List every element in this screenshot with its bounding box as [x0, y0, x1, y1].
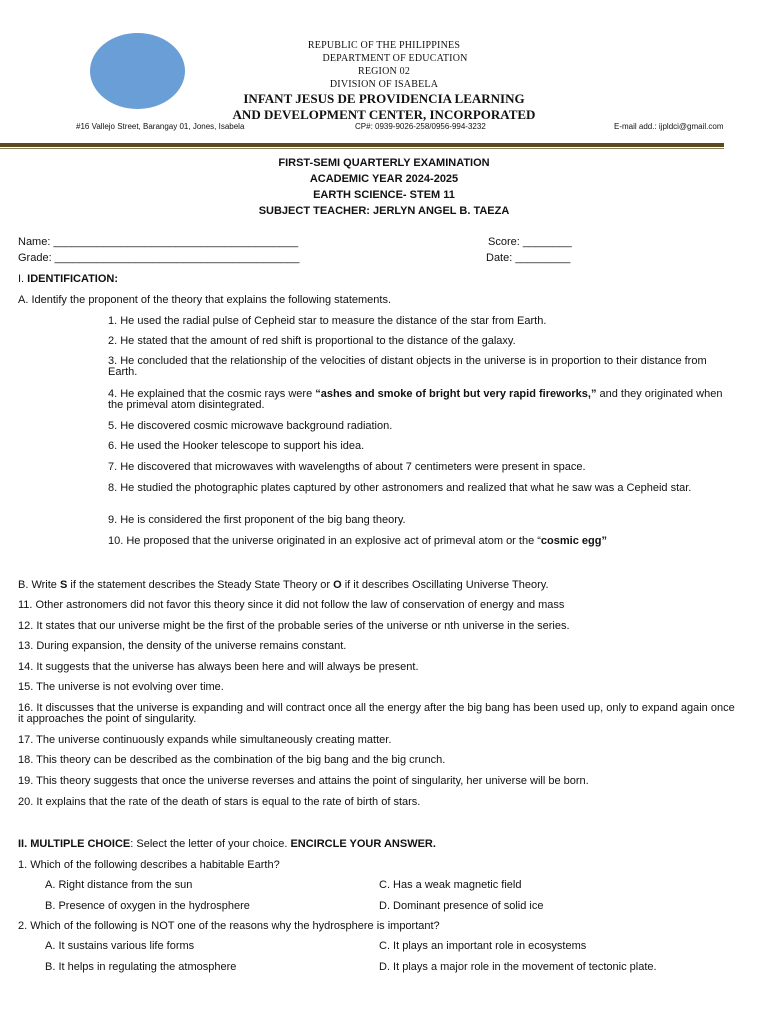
grade-field: Grade: ________________________________________	[18, 252, 300, 264]
school-phone: CP#: 0939-9026-258/0956-994-3232	[355, 122, 486, 131]
header-divider-thin	[0, 148, 724, 149]
mc-choice-d: D. It plays a major role in the movement of tectonic plate.	[379, 961, 657, 973]
department-line: DEPARTMENT OF EDUCATION	[322, 53, 468, 64]
mc-choice-b: B. Presence of oxygen in the hydrosphere	[45, 900, 250, 912]
school-address: #16 Vallejo Street, Barangay 01, Jones, Isabela	[76, 122, 245, 131]
academic-year: ACADEMIC YEAR 2024-2025	[309, 173, 459, 185]
question-item: 15. The universe is not evolving over time.	[18, 681, 224, 693]
question-item: 9. He is considered the first proponent of the big bang theory.	[108, 514, 406, 526]
question-item: 6. He used the Hooker telescope to support his idea.	[108, 440, 365, 452]
mc-question-1: 1. Which of the following describes a habitable Earth?	[18, 859, 280, 871]
question-item: 7. He discovered that microwaves with wavelengths of about 7 centimeters were present in space.	[108, 461, 586, 473]
question-item: 14. It suggests that the universe has always been here and will always be present.	[18, 661, 419, 673]
mc-choice-c: C. It plays an important role in ecosystems	[379, 940, 587, 952]
mc-choice-b: B. It helps in regulating the atmosphere	[45, 961, 237, 973]
question-item: 17. The universe continuously expands while simultaneously creating matter.	[18, 734, 392, 746]
mc-question-2: 2. Which of the following is NOT one of the reasons why the hydrosphere is important?	[18, 920, 440, 932]
republic-line: REPUBLIC OF THE PHILIPPINES	[307, 40, 461, 51]
question-item: 2. He stated that the amount of red shift is proportional to the distance of the galaxy.	[108, 335, 516, 347]
score-field: Score: ________	[488, 236, 572, 248]
mc-choice-d: D. Dominant presence of solid ice	[379, 900, 544, 912]
mc-choice-a: A. Right distance from the sun	[45, 879, 193, 891]
part2-heading: II. MULTIPLE CHOICE: Select the letter of your choice. ENCIRCLE YOUR ANSWER.	[18, 838, 436, 850]
mc-choice-a: A. It sustains various life forms	[45, 940, 195, 952]
region-line: REGION 02	[357, 66, 411, 77]
school-name-line2: AND DEVELOPMENT CENTER, INCORPORATED	[232, 107, 536, 122]
question-item: 8. He studied the photographic plates captured by other astronomers and realized that what he saw was a Cepheid star.	[108, 482, 692, 494]
name-field: Name: ________________________________________	[18, 236, 299, 248]
question-item: 13. During expansion, the density of the universe remains constant.	[18, 640, 347, 652]
division-line: DIVISION OF ISABELA	[329, 79, 439, 90]
question-item: 18. This theory can be described as the combination of the big bang and the big crunch.	[18, 754, 446, 766]
question-item: 16. It discusses that the universe is expanding and will contract once all the energy after the big bang has been used up, only to expand again once it approaches the point of singularity.	[18, 702, 735, 725]
school-name-line1: INFANT JESUS DE PROVIDENCIA LEARNING	[243, 91, 525, 106]
question-item: 3. He concluded that the relationship of the velocities of distant objects in the universe is in proportion to their distance from Earth.	[108, 355, 707, 378]
mc-choice-c: C. Has a weak magnetic field	[379, 879, 522, 891]
exam-title: FIRST-SEMI QUARTERLY EXAMINATION	[278, 157, 490, 169]
school-email: E-mail add.: ijpldci@gmail.com	[614, 122, 724, 131]
question-item: 12. It states that our universe might be the first of the probable series of the universe or nth universe in the series.	[18, 620, 570, 632]
subject: EARTH SCIENCE- STEM 11	[313, 189, 455, 201]
question-item: 11. Other astronomers did not favor this theory since it did not follow the law of conservation of energy and mass	[18, 599, 565, 611]
part1-instruction-b: B. Write S if the statement describes the Steady State Theory or O if it describes Oscillating Universe Theory.	[18, 579, 549, 591]
part1-heading: I. IDENTIFICATION:	[18, 273, 119, 285]
header-divider	[0, 143, 724, 147]
subject-teacher: SUBJECT TEACHER: JERLYN ANGEL B. TAEZA	[258, 205, 510, 217]
question-item: 4. He explained that the cosmic rays were “ashes and smoke of bright but very rapid fireworks,” and they originated when the primeval atom disintegrated.	[108, 388, 723, 411]
part1-instruction-a: A. Identify the proponent of the theory that explains the following statements.	[18, 294, 392, 306]
question-item: 19. This theory suggests that once the universe reverses and attains the point of singularity, her universe will be born.	[18, 775, 589, 787]
date-field: Date: _________	[486, 252, 571, 264]
question-item: 5. He discovered cosmic microwave background radiation.	[108, 420, 393, 432]
question-item: 1. He used the radial pulse of Cepheid star to measure the distance of the star from Earth.	[108, 315, 547, 327]
question-item: 10. He proposed that the universe originated in an explosive act of primeval atom or the “cosmic egg”	[108, 535, 607, 547]
question-item: 20. It explains that the rate of the death of stars is equal to the rate of birth of stars.	[18, 796, 421, 808]
